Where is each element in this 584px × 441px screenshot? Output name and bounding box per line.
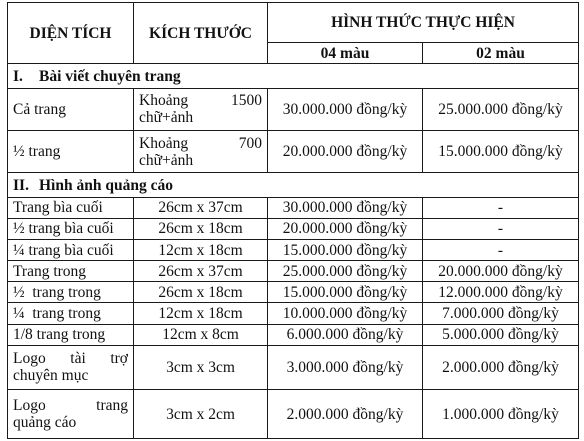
cell-size-line2: chữ+ảnh <box>139 109 194 127</box>
cell-size-line1: Khoảng 1500 <box>139 92 262 110</box>
cell-area: ¼ trang trong <box>8 303 134 324</box>
cell-price-4color: 25.000.000 đồng/kỳ <box>268 261 423 282</box>
cell-price-4color: 3.000.000 đồng/kỳ <box>268 345 423 389</box>
cell-size: 26cm x 18cm <box>134 218 268 239</box>
table-row <box>8 303 579 324</box>
table-row <box>8 239 579 260</box>
section-roman: II. <box>13 176 29 194</box>
cell-price-4color: 10.000.000 đồng/kỳ <box>268 303 423 324</box>
cell-price-4color: 15.000.000 đồng/kỳ <box>268 282 423 303</box>
section-title: Hình ảnh quảng cáo <box>39 176 173 194</box>
cell-size <box>134 131 268 173</box>
cell-price-2color: 15.000.000 đồng/kỳ <box>423 131 579 173</box>
cell-size <box>134 88 268 130</box>
cell-area: ½ trang <box>8 131 134 173</box>
cell-price-2color: 25.000.000 đồng/kỳ <box>423 88 579 130</box>
table-row <box>8 282 579 303</box>
header-4color: 04 màu <box>268 43 423 64</box>
cell-price-2color: 12.000.000 đồng/kỳ <box>423 282 579 303</box>
cell-area: ½ trang bìa cuối <box>8 218 134 239</box>
cell-price-2color: - <box>423 197 579 218</box>
cell-area: Cả trang <box>8 88 134 130</box>
cell-size: 26cm x 37cm <box>134 261 268 282</box>
table-row <box>8 261 579 282</box>
cell-price-2color: 20.000.000 đồng/kỳ <box>423 261 579 282</box>
section-heading <box>8 64 579 88</box>
cell-area: ¼ trang bìa cuối <box>8 239 134 260</box>
cell-price-2color: 2.000.000 đồng/kỳ <box>423 345 579 389</box>
cell-price-2color: 5.000.000 đồng/kỳ <box>423 324 579 345</box>
cell-size-line1: Khoảng 700 <box>139 134 262 152</box>
header-2color: 02 màu <box>423 43 579 64</box>
section-roman: I. <box>13 67 23 85</box>
cell-price-2color: - <box>423 239 579 260</box>
cell-area: Trang trong <box>8 261 134 282</box>
cell-size: 12cm x 18cm <box>134 303 268 324</box>
cell-area-line2: quảng cáo <box>13 414 77 432</box>
cell-area <box>8 345 134 389</box>
cell-area: ½ trang trong <box>8 282 134 303</box>
cell-area: Trang bìa cuối <box>8 197 134 218</box>
table-row <box>8 131 579 173</box>
header-row-1 <box>8 3 579 43</box>
cell-area-line1: Logo trang <box>13 397 128 415</box>
header-method: HÌNH THỨC THỰC HIỆN <box>268 3 579 43</box>
cell-size: 12cm x 18cm <box>134 239 268 260</box>
cell-price-4color: 20.000.000 đồng/kỳ <box>268 131 423 173</box>
section-title: Bài viết chuyên trang <box>39 67 181 85</box>
cell-price-4color: 30.000.000 đồng/kỳ <box>268 88 423 130</box>
cell-price-4color: 20.000.000 đồng/kỳ <box>268 218 423 239</box>
table-row <box>8 197 579 218</box>
price-table <box>7 2 579 439</box>
header-size: KÍCH THƯỚC <box>134 3 268 64</box>
cell-area-line2: chuyên mục <box>13 367 89 385</box>
table-row <box>8 218 579 239</box>
cell-area: 1/8 trang trong <box>8 324 134 345</box>
header-area: DIỆN TÍCH <box>8 3 134 64</box>
cell-price-2color: - <box>423 218 579 239</box>
cell-area <box>8 390 134 439</box>
cell-price-4color: 30.000.000 đồng/kỳ <box>268 197 423 218</box>
cell-price-4color: 6.000.000 đồng/kỳ <box>268 324 423 345</box>
cell-size: 3cm x 3cm <box>134 345 268 389</box>
cell-price-2color: 7.000.000 đồng/kỳ <box>423 303 579 324</box>
cell-size: 26cm x 37cm <box>134 197 268 218</box>
table-row <box>8 345 579 389</box>
cell-price-2color: 1.000.000 đồng/kỳ <box>423 390 579 439</box>
table-row <box>8 324 579 345</box>
cell-size-line2: chữ+ảnh <box>139 151 194 169</box>
section-heading <box>8 173 579 197</box>
cell-area-line1: Logo tài trợ <box>13 350 128 368</box>
cell-price-4color: 2.000.000 đồng/kỳ <box>268 390 423 439</box>
cell-size: 26cm x 18cm <box>134 282 268 303</box>
cell-price-4color: 15.000.000 đồng/kỳ <box>268 239 423 260</box>
table-row <box>8 88 579 130</box>
table-row <box>8 390 579 439</box>
cell-size: 12cm x 8cm <box>134 324 268 345</box>
cell-size: 3cm x 2cm <box>134 390 268 439</box>
